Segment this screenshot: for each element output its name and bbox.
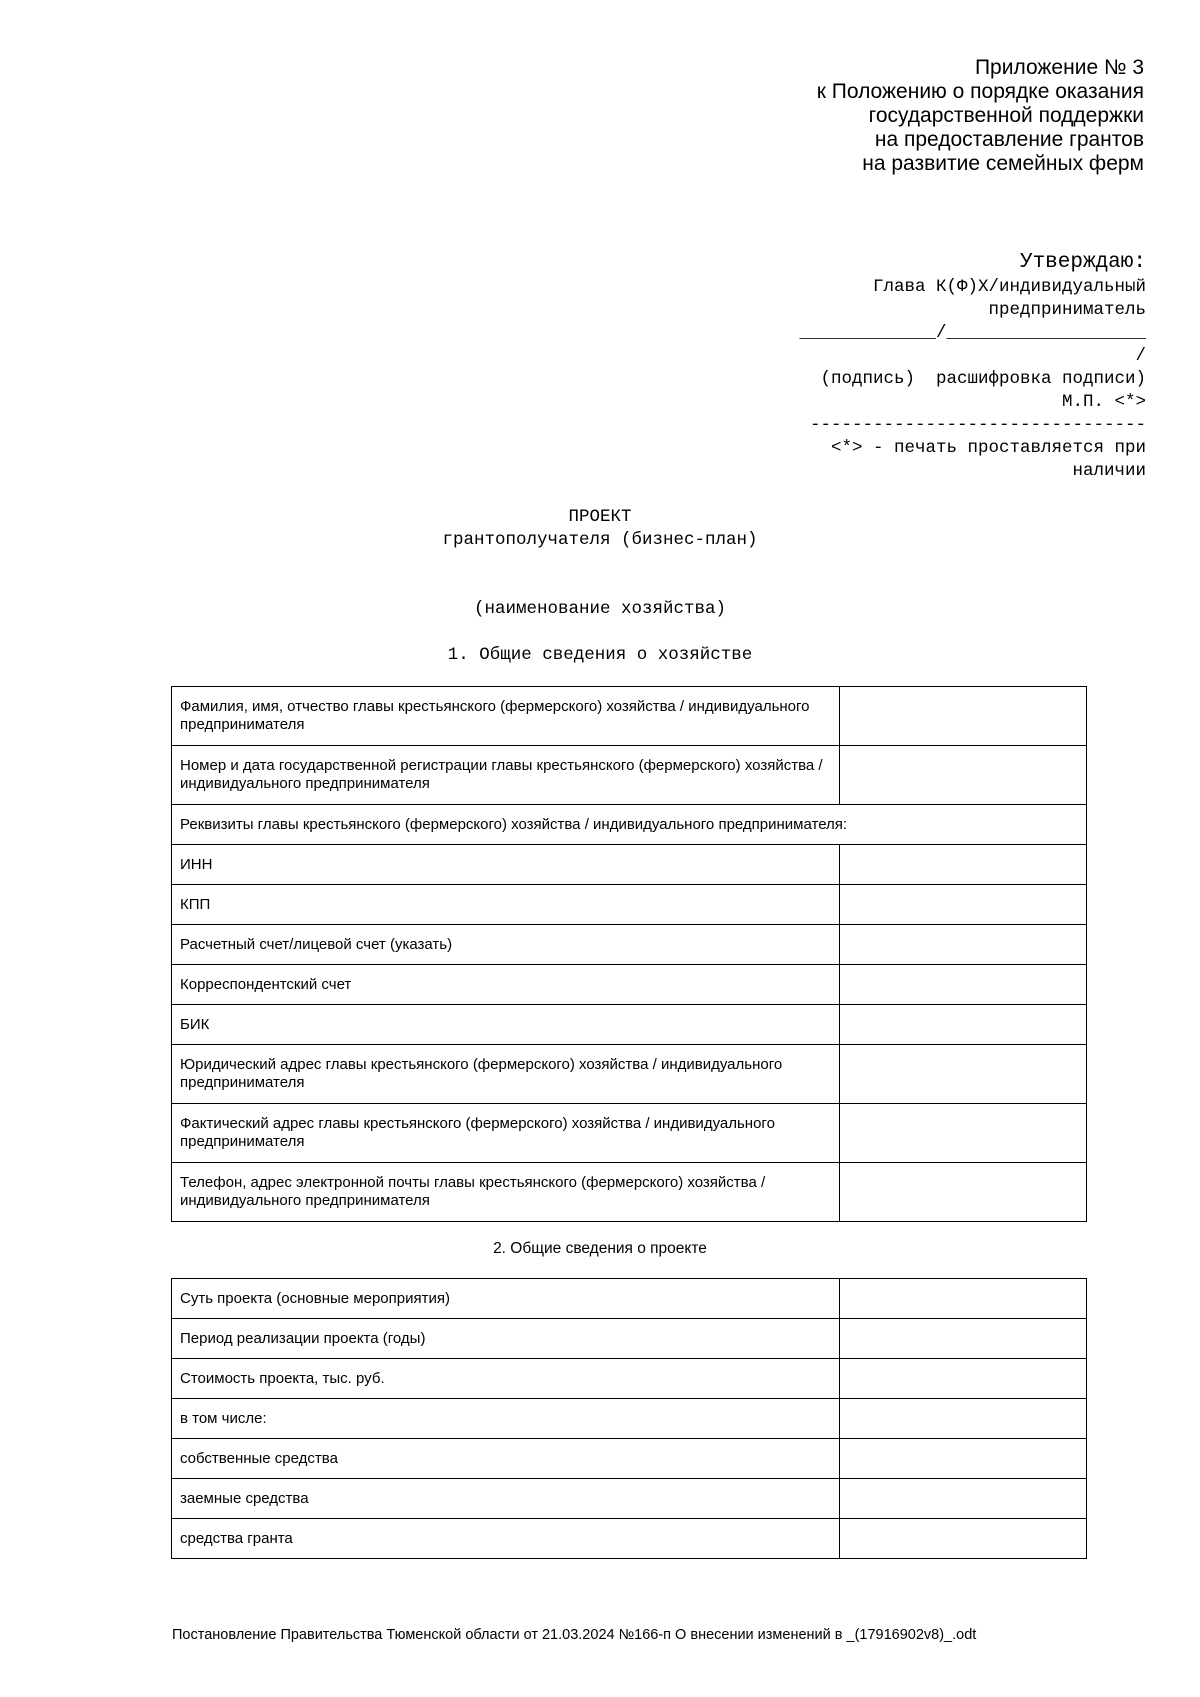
row-label: Телефон, адрес электронной почты главы крестьянского (фермерского) хозяйства / индивидуального предпринимателя (172, 1163, 840, 1222)
stamp-footnote: <*> - печать проставляется при (830, 438, 1146, 458)
row-label: собственные средства (172, 1439, 840, 1479)
appendix-line: на предоставление грантов (874, 128, 1144, 151)
row-label: БИК (172, 1005, 840, 1045)
row-label: в том числе: (172, 1399, 840, 1439)
table-row (172, 805, 1087, 845)
row-value-cell[interactable] (840, 1479, 1087, 1519)
approval-block (726, 250, 1146, 483)
row-label: Номер и дата государственной регистрации главы крестьянского (фермерского) хозяйства / индивидуального предпринимателя (172, 746, 840, 805)
row-label: Период реализации проекта (годы) (172, 1319, 840, 1359)
table-row (172, 1163, 1087, 1222)
row-label: Реквизиты главы крестьянского (фермерского) хозяйства / индивидуального предпринимателя: (172, 805, 1087, 845)
table-row (172, 965, 1087, 1005)
page-footer: Постановление Правительства Тюменской области от 21.03.2024 №166-п О внесении изменений в _(17916902v8)_.odt (172, 1627, 977, 1643)
row-label: Стоимость проекта, тыс. руб. (172, 1359, 840, 1399)
row-label: заемные средства (172, 1479, 840, 1519)
row-value-cell[interactable] (840, 1045, 1087, 1104)
signature-captions: (подпись) расшифровка подписи) (820, 369, 1146, 389)
row-label: Суть проекта (основные мероприятия) (172, 1279, 840, 1319)
row-value-cell[interactable] (840, 1163, 1087, 1222)
row-label: КПП (172, 885, 840, 925)
table-row (172, 1519, 1087, 1559)
row-value-cell[interactable] (840, 1439, 1087, 1479)
document-title: ПРОЕКТ (568, 507, 632, 527)
table-row (172, 925, 1087, 965)
table-row (172, 1399, 1087, 1439)
stamp-mark: М.П. <*> (1061, 392, 1146, 412)
row-value-cell[interactable] (840, 1319, 1087, 1359)
row-value-cell[interactable] (840, 1399, 1087, 1439)
appendix-header (817, 56, 1144, 176)
row-label: средства гранта (172, 1519, 840, 1559)
table-row (172, 1279, 1087, 1319)
table-row (172, 845, 1087, 885)
table-row (172, 1005, 1087, 1045)
appendix-line: государственной поддержки (868, 104, 1144, 127)
row-label: Юридический адрес главы крестьянского (фермерского) хозяйства / индивидуального предпринимателя (172, 1045, 840, 1104)
table-row (172, 687, 1087, 746)
table-row (172, 1359, 1087, 1399)
farm-name-caption: (наименование хозяйства) (473, 599, 727, 619)
table-row (172, 885, 1087, 925)
row-value-cell[interactable] (840, 1104, 1087, 1163)
approval-position: Глава К(Ф)Х/индивидуальный (872, 277, 1146, 297)
signature-slash: / (1135, 346, 1146, 366)
row-label: Расчетный счет/лицевой счет (указать) (172, 925, 840, 965)
row-value-cell[interactable] (840, 885, 1087, 925)
row-value-cell[interactable] (840, 1005, 1087, 1045)
table-row (172, 1479, 1087, 1519)
signature-blank: _____________/___________________ (799, 323, 1146, 343)
row-value-cell[interactable] (840, 1359, 1087, 1399)
footnote-separator: -------------------------------- (809, 415, 1146, 435)
appendix-line: на развитие семейных ферм (862, 152, 1144, 175)
row-label: ИНН (172, 845, 840, 885)
table-row (172, 1439, 1087, 1479)
appendix-line: Приложение № 3 (974, 56, 1144, 79)
stamp-footnote: наличии (1072, 461, 1146, 481)
row-label: Фамилия, имя, отчество главы крестьянского (фермерского) хозяйства / индивидуального предпринимателя (172, 687, 840, 746)
table-row (172, 746, 1087, 805)
row-value-cell[interactable] (840, 965, 1087, 1005)
approval-position: предприниматель (988, 300, 1146, 320)
document-subtitle: грантополучателя (бизнес-план) (442, 530, 758, 550)
farm-info-table (171, 686, 1087, 1222)
row-value-cell[interactable] (840, 1519, 1087, 1559)
row-value-cell[interactable] (840, 1279, 1087, 1319)
row-label: Фактический адрес главы крестьянского (фермерского) хозяйства / индивидуального предпринимателя (172, 1104, 840, 1163)
approval-title: Утверждаю: (1019, 251, 1146, 274)
table-row (172, 1045, 1087, 1104)
table-row (172, 1319, 1087, 1359)
section2-title: 2. Общие сведения о проекте (493, 1240, 707, 1257)
row-value-cell[interactable] (840, 746, 1087, 805)
project-info-table (171, 1278, 1087, 1559)
table-row (172, 1104, 1087, 1163)
appendix-line: к Положению о порядке оказания (816, 80, 1144, 103)
row-value-cell[interactable] (840, 845, 1087, 885)
row-value-cell[interactable] (840, 687, 1087, 746)
row-value-cell[interactable] (840, 925, 1087, 965)
row-label: Корреспондентский счет (172, 965, 840, 1005)
section1-title: 1. Общие сведения о хозяйстве (447, 645, 753, 665)
